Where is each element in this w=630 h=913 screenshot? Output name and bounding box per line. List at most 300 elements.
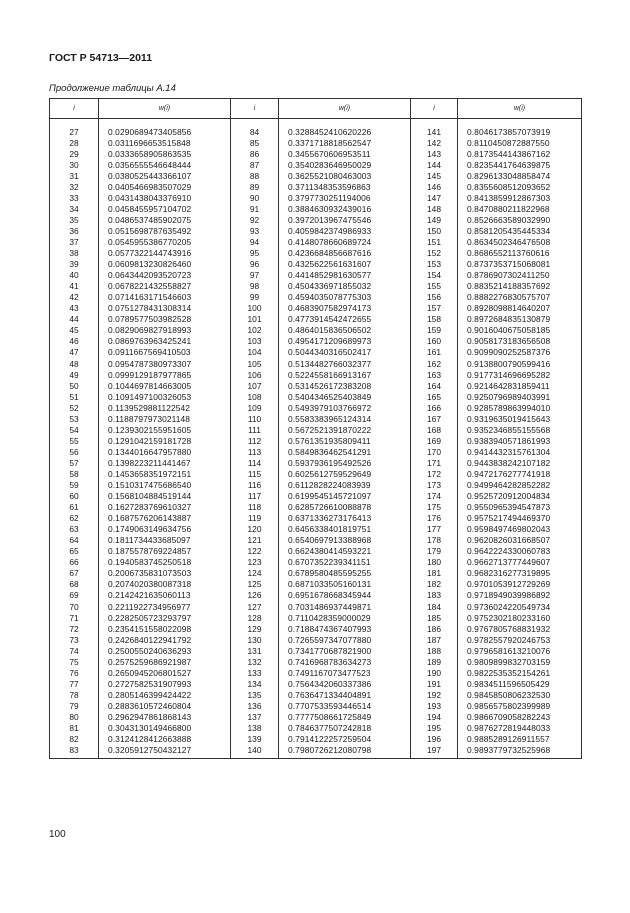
weight-cell: 0.0999129187977865: [99, 369, 231, 380]
weight-cell: 0.0405466983507029: [99, 181, 231, 192]
table-row: [50, 502, 582, 513]
weight-cell: 0.8686552113760616: [458, 248, 582, 259]
index-cell: 113: [231, 446, 279, 457]
index-cell: 73: [50, 634, 99, 645]
index-cell: 43: [50, 303, 99, 314]
weight-cell: 0.0486537485902075: [99, 214, 231, 225]
weight-cell: 0.6199545145721097: [279, 491, 411, 502]
weight-cell: 0.5404346525403849: [279, 391, 411, 402]
index-cell: 112: [231, 435, 279, 446]
index-cell: 111: [231, 424, 279, 435]
table-row: [50, 347, 582, 358]
index-cell: 107: [231, 380, 279, 391]
index-cell: 185: [411, 612, 458, 623]
table-row: [50, 457, 582, 468]
weight-cell: 0.9214642831859411: [458, 380, 582, 391]
index-cell: 81: [50, 723, 99, 734]
table-row: [50, 137, 582, 148]
index-cell: 118: [231, 502, 279, 513]
index-cell: 77: [50, 678, 99, 689]
index-cell: 104: [231, 347, 279, 358]
weight-cell: 0.1091497100326053: [99, 391, 231, 402]
weight-cell: 0.0643442093520723: [99, 270, 231, 281]
index-cell: 159: [411, 325, 458, 336]
index-cell: 41: [50, 281, 99, 292]
table-row: [50, 689, 582, 700]
weight-cell: 0.4683907582974173: [279, 303, 411, 314]
index-cell: 28: [50, 137, 99, 148]
weight-cell: 0.7031486937449871: [279, 601, 411, 612]
index-cell: 175: [411, 502, 458, 513]
index-cell: 136: [231, 700, 279, 711]
table-caption: Продолжение таблицы А.14: [49, 83, 176, 94]
weight-cell: 0.1453658351972151: [99, 468, 231, 479]
index-cell: 190: [411, 667, 458, 678]
weight-cell: 0.1940583745250518: [99, 557, 231, 568]
index-cell: 42: [50, 292, 99, 303]
table-row: [50, 745, 582, 759]
weight-cell: 0.7416968783634273: [279, 656, 411, 667]
weight-cell: 0.1568104884519144: [99, 491, 231, 502]
weight-cell: 0.6707352239341151: [279, 557, 411, 568]
index-cell: 146: [411, 181, 458, 192]
index-cell: 55: [50, 435, 99, 446]
index-cell: 188: [411, 645, 458, 656]
weight-cell: 0.2500550240636293: [99, 645, 231, 656]
weight-cell: 0.0609813230826460: [99, 259, 231, 270]
column-header-w: w(i): [279, 99, 411, 119]
index-cell: 156: [411, 292, 458, 303]
index-cell: 53: [50, 413, 99, 424]
weight-cell: 0.9876272819448033: [458, 723, 582, 734]
weight-cell: 0.0954787380973307: [99, 358, 231, 369]
weight-cell: 0.3043130149466800: [99, 723, 231, 734]
weight-cell: 0.9701053912729269: [458, 579, 582, 590]
table-row: [50, 325, 582, 336]
weight-cell: 0.4148078660689724: [279, 236, 411, 247]
index-cell: 96: [231, 259, 279, 270]
weight-cell: 0.9782557920246753: [458, 634, 582, 645]
table-row: [50, 645, 582, 656]
table-row: [50, 491, 582, 502]
weight-cell: 0.8835214188357692: [458, 281, 582, 292]
index-cell: 157: [411, 303, 458, 314]
weight-cell: 0.9834511596505429: [458, 678, 582, 689]
weight-cell: 0.3288452410620226: [279, 126, 411, 137]
index-cell: 30: [50, 159, 99, 170]
weight-cell: 0.0869763963425241: [99, 336, 231, 347]
index-cell: 57: [50, 457, 99, 468]
weight-cell: 0.6871033505160131: [279, 579, 411, 590]
weight-cell: 0.4325622561631607: [279, 259, 411, 270]
weight-cell: 0.0545955386770205: [99, 236, 231, 247]
index-cell: 72: [50, 623, 99, 634]
index-cell: 52: [50, 402, 99, 413]
index-cell: 110: [231, 413, 279, 424]
weight-cell: 0.1139529881122542: [99, 402, 231, 413]
weight-cell: 0.9414432315761304: [458, 446, 582, 457]
index-cell: 133: [231, 667, 279, 678]
index-cell: 196: [411, 734, 458, 745]
weight-cell: 0.2282505723293797: [99, 612, 231, 623]
weight-cell: 0.1188797973021148: [99, 413, 231, 424]
table-row: [50, 259, 582, 270]
index-cell: 127: [231, 601, 279, 612]
weight-cell: 0.9866709058282243: [458, 711, 582, 722]
weight-cell: 0.6951678668345944: [279, 590, 411, 601]
table-row: [50, 590, 582, 601]
index-cell: 40: [50, 270, 99, 281]
weight-cell: 0.7564342060337386: [279, 678, 411, 689]
index-cell: 102: [231, 325, 279, 336]
index-cell: 67: [50, 568, 99, 579]
index-cell: 132: [231, 656, 279, 667]
weight-cell: 0.2962947861868143: [99, 711, 231, 722]
table-row: [50, 236, 582, 247]
index-cell: 46: [50, 336, 99, 347]
column-header-i: i: [231, 99, 279, 119]
index-cell: 95: [231, 248, 279, 259]
column-header-i: i: [411, 99, 458, 119]
weight-cell: 0.2883610572460804: [99, 700, 231, 711]
table-row: [50, 336, 582, 347]
weight-cell: 0.0911667569410503: [99, 347, 231, 358]
index-cell: 65: [50, 546, 99, 557]
table-row: [50, 601, 582, 612]
weight-cell: 0.7110428359000029: [279, 612, 411, 623]
weight-cell: 0.3797730251194006: [279, 192, 411, 203]
weight-cell: 0.9809899832703159: [458, 656, 582, 667]
weight-cell: 0.0577322144743916: [99, 248, 231, 259]
weight-cell: 0.1875578769224857: [99, 546, 231, 557]
weight-cell: 0.2074020380087318: [99, 579, 231, 590]
index-cell: 69: [50, 590, 99, 601]
index-cell: 92: [231, 214, 279, 225]
index-cell: 114: [231, 457, 279, 468]
weight-cell: 0.1510317475686540: [99, 480, 231, 491]
index-cell: 122: [231, 546, 279, 557]
weight-cell: 0.9285789863994010: [458, 402, 582, 413]
table-row: [50, 424, 582, 435]
weight-cell: 0.9845850806232530: [458, 689, 582, 700]
index-cell: 64: [50, 535, 99, 546]
table-row: [50, 468, 582, 479]
index-cell: 140: [231, 745, 279, 759]
table-row: [50, 402, 582, 413]
weight-cell: 0.1687576206143887: [99, 513, 231, 524]
index-cell: 45: [50, 325, 99, 336]
weight-cell: 0.7188474367407993: [279, 623, 411, 634]
weight-cell: 0.3540283646950029: [279, 159, 411, 170]
index-cell: 179: [411, 546, 458, 557]
table-body: [50, 119, 582, 759]
index-cell: 106: [231, 369, 279, 380]
index-cell: 88: [231, 170, 279, 181]
index-cell: 135: [231, 689, 279, 700]
index-cell: 100: [231, 303, 279, 314]
index-cell: 193: [411, 700, 458, 711]
index-cell: 75: [50, 656, 99, 667]
weight-cell: 0.8110450872887550: [458, 137, 582, 148]
index-cell: 166: [411, 402, 458, 413]
weights-table: [49, 98, 582, 759]
index-cell: 62: [50, 513, 99, 524]
table-row: [50, 292, 582, 303]
table-row: [50, 181, 582, 192]
index-cell: 44: [50, 314, 99, 325]
table-row: [50, 568, 582, 579]
weight-cell: 0.4864015836506502: [279, 325, 411, 336]
weight-cell: 0.3884630932439016: [279, 203, 411, 214]
table-header-row: [50, 99, 582, 119]
weight-cell: 0.2426840122941792: [99, 634, 231, 645]
weight-cell: 0.1749063149634756: [99, 524, 231, 535]
weight-cell: 0.5583383965124314: [279, 413, 411, 424]
weight-cell: 0.9620826031668507: [458, 535, 582, 546]
weight-cell: 0.0356555546648444: [99, 159, 231, 170]
table-row: [50, 203, 582, 214]
index-cell: 152: [411, 248, 458, 259]
index-cell: 134: [231, 678, 279, 689]
index-cell: 48: [50, 358, 99, 369]
weight-cell: 0.8526663589032990: [458, 214, 582, 225]
table-row: [50, 225, 582, 236]
weight-cell: 0.3371718818562547: [279, 137, 411, 148]
index-cell: 84: [231, 126, 279, 137]
table-row: [50, 678, 582, 689]
index-cell: 109: [231, 402, 279, 413]
index-cell: 161: [411, 347, 458, 358]
weight-cell: 0.8413859912867303: [458, 192, 582, 203]
weight-cell: 0.9138800790599416: [458, 358, 582, 369]
weight-cell: 0.8882276830575707: [458, 292, 582, 303]
index-cell: 99: [231, 292, 279, 303]
table-row: [50, 734, 582, 745]
index-cell: 169: [411, 435, 458, 446]
weight-cell: 0.0751278431308314: [99, 303, 231, 314]
weight-cell: 0.7341770687821900: [279, 645, 411, 656]
table-row: [50, 656, 582, 667]
weight-cell: 0.4954171209689973: [279, 336, 411, 347]
weight-cell: 0.1239302155951605: [99, 424, 231, 435]
index-cell: 37: [50, 236, 99, 247]
index-cell: 63: [50, 524, 99, 535]
column-header-i: i: [50, 99, 99, 119]
weight-cell: 0.6789580485595255: [279, 568, 411, 579]
index-cell: 171: [411, 457, 458, 468]
table-row: [50, 413, 582, 424]
index-cell: 192: [411, 689, 458, 700]
weight-cell: 0.0311696653515848: [99, 137, 231, 148]
index-cell: 94: [231, 236, 279, 247]
index-cell: 89: [231, 181, 279, 192]
weight-cell: 0.5134482766032377: [279, 358, 411, 369]
index-cell: 51: [50, 391, 99, 402]
weight-cell: 0.9642224330060783: [458, 546, 582, 557]
table-row: [50, 480, 582, 491]
index-cell: 50: [50, 380, 99, 391]
index-cell: 90: [231, 192, 279, 203]
index-cell: 182: [411, 579, 458, 590]
index-cell: 153: [411, 259, 458, 270]
page-number: 100: [49, 829, 66, 840]
weight-cell: 0.9796581613210076: [458, 645, 582, 656]
index-cell: 195: [411, 723, 458, 734]
index-cell: 177: [411, 524, 458, 535]
index-cell: 151: [411, 236, 458, 247]
table-row: [50, 535, 582, 546]
index-cell: 120: [231, 524, 279, 535]
table-row: [50, 369, 582, 380]
table-row: [50, 192, 582, 203]
index-cell: 29: [50, 148, 99, 159]
table-row: [50, 248, 582, 259]
index-cell: 141: [411, 126, 458, 137]
index-cell: 164: [411, 380, 458, 391]
weight-cell: 0.3455670606953511: [279, 148, 411, 159]
weight-cell: 0.9822535352154261: [458, 667, 582, 678]
weight-cell: 0.2006735831073503: [99, 568, 231, 579]
weight-cell: 0.9598497469802043: [458, 524, 582, 535]
weight-cell: 0.8581205435445334: [458, 225, 582, 236]
weight-cell: 0.0458455957104702: [99, 203, 231, 214]
index-cell: 155: [411, 281, 458, 292]
index-cell: 98: [231, 281, 279, 292]
index-cell: 80: [50, 711, 99, 722]
weight-cell: 0.8470880211822968: [458, 203, 582, 214]
weight-cell: 0.5672521391870222: [279, 424, 411, 435]
index-cell: 91: [231, 203, 279, 214]
index-cell: 76: [50, 667, 99, 678]
index-cell: 83: [50, 745, 99, 759]
weight-cell: 0.8737353715068081: [458, 259, 582, 270]
weight-cell: 0.9856575802399989: [458, 700, 582, 711]
weight-cell: 0.8355608512093652: [458, 181, 582, 192]
weight-cell: 0.6112828224083939: [279, 480, 411, 491]
weight-cell: 0.9250796989403991: [458, 391, 582, 402]
table-row: [50, 159, 582, 170]
weight-cell: 0.9443838242107182: [458, 457, 582, 468]
weight-cell: 0.5937936195492526: [279, 457, 411, 468]
index-cell: 47: [50, 347, 99, 358]
index-cell: 150: [411, 225, 458, 236]
index-cell: 82: [50, 734, 99, 745]
index-cell: 60: [50, 491, 99, 502]
weight-cell: 0.7914122257259504: [279, 734, 411, 745]
weight-cell: 0.9682316277319895: [458, 568, 582, 579]
weight-cell: 0.1627283769610327: [99, 502, 231, 513]
table-row: [50, 524, 582, 535]
index-cell: 103: [231, 336, 279, 347]
index-cell: 143: [411, 148, 458, 159]
weight-cell: 0.1344016647957880: [99, 446, 231, 457]
index-cell: 178: [411, 535, 458, 546]
table-row: [50, 579, 582, 590]
weight-cell: 0.7265597347077880: [279, 634, 411, 645]
index-cell: 66: [50, 557, 99, 568]
index-cell: 128: [231, 612, 279, 623]
weight-cell: 0.9575217494469370: [458, 513, 582, 524]
weight-cell: 0.9016040675058185: [458, 325, 582, 336]
index-cell: 186: [411, 623, 458, 634]
weight-cell: 0.8296133048858474: [458, 170, 582, 181]
weight-cell: 0.4594035078775303: [279, 292, 411, 303]
weight-cell: 0.9499464282852282: [458, 480, 582, 491]
weight-cell: 0.1398223211441467: [99, 457, 231, 468]
index-cell: 71: [50, 612, 99, 623]
weight-cell: 0.8046173857073919: [458, 126, 582, 137]
table-row: [50, 667, 582, 678]
index-cell: 181: [411, 568, 458, 579]
index-cell: 116: [231, 480, 279, 491]
weight-cell: 0.9885289126911557: [458, 734, 582, 745]
index-cell: 70: [50, 601, 99, 612]
index-cell: 165: [411, 391, 458, 402]
table-row: [50, 711, 582, 722]
index-cell: 93: [231, 225, 279, 236]
index-cell: 180: [411, 557, 458, 568]
weight-cell: 0.2354151558022098: [99, 623, 231, 634]
table-row: [50, 380, 582, 391]
index-cell: 27: [50, 126, 99, 137]
index-cell: 117: [231, 491, 279, 502]
weight-cell: 0.8928098814640207: [458, 303, 582, 314]
weight-cell: 0.0515698787635492: [99, 225, 231, 236]
table-row: [50, 314, 582, 325]
weight-cell: 0.2805146399424422: [99, 689, 231, 700]
weight-cell: 0.4059842374986933: [279, 225, 411, 236]
index-cell: 31: [50, 170, 99, 181]
weight-cell: 0.9099090252587376: [458, 347, 582, 358]
weight-cell: 0.5044340316502417: [279, 347, 411, 358]
weight-cell: 0.8173544143867162: [458, 148, 582, 159]
index-cell: 58: [50, 468, 99, 479]
weight-cell: 0.7707533593446514: [279, 700, 411, 711]
table-row: [50, 513, 582, 524]
weight-cell: 0.8786907302411250: [458, 270, 582, 281]
weight-cell: 0.7777508661725849: [279, 711, 411, 722]
index-cell: 119: [231, 513, 279, 524]
weight-cell: 0.5224558166913167: [279, 369, 411, 380]
index-cell: 32: [50, 181, 99, 192]
table-row: [50, 612, 582, 623]
index-cell: 138: [231, 723, 279, 734]
weight-cell: 0.5849836462541291: [279, 446, 411, 457]
index-cell: 145: [411, 170, 458, 181]
standard-header: ГОСТ Р 54713—2011: [49, 52, 153, 64]
weight-cell: 0.0789577503982528: [99, 314, 231, 325]
weight-cell: 0.3205912750432127: [99, 745, 231, 759]
weight-cell: 0.9752302180233160: [458, 612, 582, 623]
weight-cell: 0.7980726212080798: [279, 745, 411, 759]
weight-cell: 0.1044697814663005: [99, 380, 231, 391]
column-header-w: w(i): [99, 99, 231, 119]
index-cell: 36: [50, 225, 99, 236]
index-cell: 87: [231, 159, 279, 170]
weight-cell: 0.4236684856687616: [279, 248, 411, 259]
weight-cell: 0.9525720912004834: [458, 491, 582, 502]
index-cell: 130: [231, 634, 279, 645]
table-row: [50, 303, 582, 314]
index-cell: 158: [411, 314, 458, 325]
weight-cell: 0.6540697913388968: [279, 535, 411, 546]
weight-cell: 0.9662713777449607: [458, 557, 582, 568]
table-row: [50, 435, 582, 446]
table-row: [50, 170, 582, 181]
table-row: [50, 214, 582, 225]
index-cell: 34: [50, 203, 99, 214]
weight-cell: 0.6025612759529649: [279, 468, 411, 479]
